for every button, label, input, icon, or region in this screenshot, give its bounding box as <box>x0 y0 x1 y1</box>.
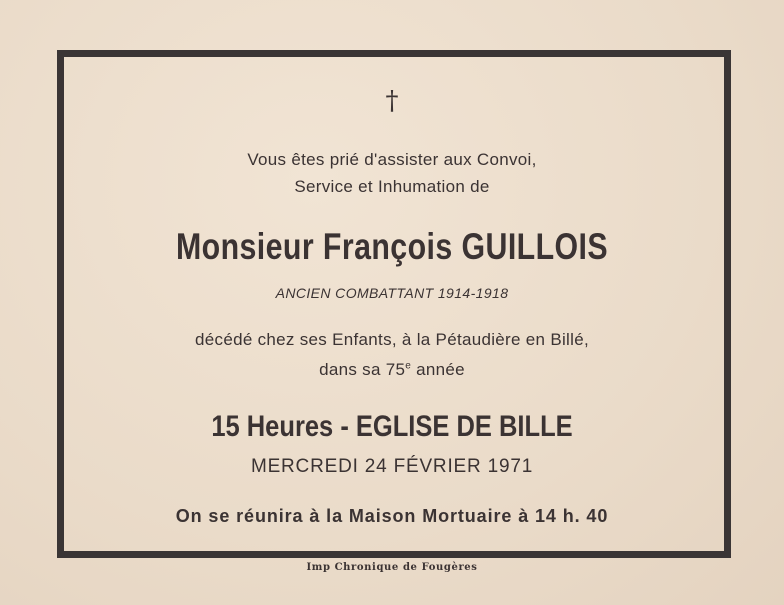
ceremony-time-place: 15 Heures - EGLISE DE BILLE <box>211 410 573 443</box>
ceremony-date: MERCREDI 24 FÉVRIER 1971 <box>250 456 534 477</box>
age-prefix: dans sa 75 <box>319 360 406 379</box>
invitation-line-1: Vous êtes prié d'assister aux Convoi, <box>247 150 537 169</box>
gathering-note: On se réunira à la Maison Mortuaire à 14 h. 40 <box>175 506 609 526</box>
deceased-name: Monsieur François GUILLOIS <box>175 226 609 267</box>
mourning-border <box>57 50 731 558</box>
death-place-line: décédé chez ses Enfants, à la Pétaudière en Billé, <box>195 330 589 349</box>
printer-imprint: Imp Chronique de Fougères <box>306 562 478 573</box>
deceased-title: ANCIEN COMBATTANT 1914-1918 <box>275 285 509 301</box>
age-suffix: année <box>411 360 465 379</box>
cross-icon: † <box>385 86 399 116</box>
invitation-line-2: Service et Inhumation de <box>294 177 490 196</box>
age-superscript: e <box>405 360 412 372</box>
age-line <box>0 360 784 380</box>
